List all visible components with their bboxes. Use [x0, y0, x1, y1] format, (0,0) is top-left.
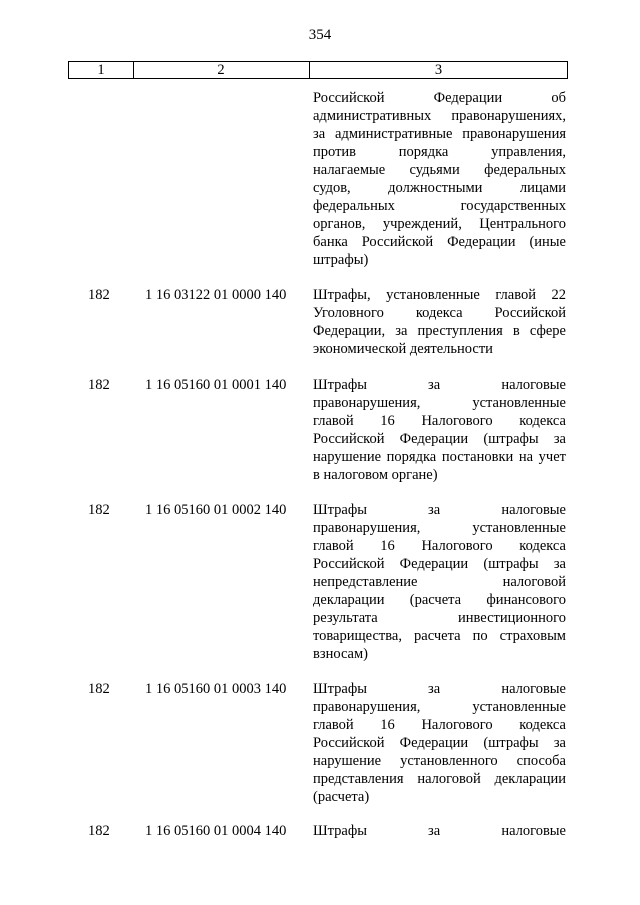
row-description	[313, 680, 566, 806]
description-line: Штрафы за налоговые	[313, 377, 566, 393]
description-line: Штрафы за налоговые	[313, 823, 566, 839]
column-header-2: 2	[133, 62, 310, 78]
description-line: товарищества, расчета по страховым	[313, 628, 566, 644]
page-number: 354	[308, 27, 332, 43]
continuation-description	[313, 89, 566, 269]
description-line: представления налоговой декларации	[313, 771, 566, 787]
budget-classification-code: 1 16 05160 01 0002 140	[145, 502, 287, 518]
budget-classification-code: 1 16 05160 01 0004 140	[145, 823, 287, 839]
admin-code: 182	[88, 377, 110, 393]
description-line: судов, должностными лицами	[313, 180, 566, 196]
description-line: Штрафы за налоговые	[313, 681, 566, 697]
budget-classification-code: 1 16 05160 01 0003 140	[145, 681, 287, 697]
description-line: экономической деятельности	[313, 341, 493, 357]
description-line: Штрафы, установленные главой 22	[313, 287, 566, 303]
admin-code: 182	[88, 823, 110, 839]
description-line: нарушение установленного способа	[313, 753, 566, 769]
row-description	[313, 286, 566, 358]
admin-code: 182	[88, 681, 110, 697]
description-line: главой 16 Налогового кодекса	[313, 717, 566, 733]
description-line: органов, учреждений, Центрального	[313, 216, 566, 232]
row-description	[313, 501, 566, 663]
description-line: Федерации, за преступления в сфере	[313, 323, 566, 339]
row-description	[313, 822, 566, 840]
description-line: взносам)	[313, 646, 368, 662]
admin-code: 182	[88, 287, 110, 303]
description-line: результата инвестиционного	[313, 610, 566, 626]
description-line: правонарушения, установленные	[313, 395, 566, 411]
description-line: федеральных государственных	[313, 198, 566, 214]
description-line: за административные правонарушения	[313, 126, 566, 142]
admin-code: 182	[88, 502, 110, 518]
description-line: Уголовного кодекса Российской	[313, 305, 566, 321]
description-line: главой 16 Налогового кодекса	[313, 413, 566, 429]
column-header-1: 1	[69, 62, 134, 78]
description-line: налагаемые судьями федеральных	[313, 162, 566, 178]
description-line: Российской Федерации (штрафы за	[313, 556, 566, 572]
description-line: против порядка управления,	[313, 144, 566, 160]
description-line: (расчета)	[313, 789, 370, 805]
description-line: Штрафы за налоговые	[313, 502, 566, 518]
description-line: штрафы)	[313, 252, 369, 268]
description-line: декларации (расчета финансового	[313, 592, 566, 608]
description-line: в налоговом органе)	[313, 467, 438, 483]
description-line: правонарушения, установленные	[313, 520, 566, 536]
budget-classification-code: 1 16 05160 01 0001 140	[145, 377, 287, 393]
column-header-row	[68, 61, 568, 79]
budget-classification-code: 1 16 03122 01 0000 140	[145, 287, 287, 303]
description-line: главой 16 Налогового кодекса	[313, 538, 566, 554]
description-line: Российской Федерации (штрафы за	[313, 735, 566, 751]
row-description	[313, 376, 566, 484]
description-line: Российской Федерации об	[313, 90, 566, 106]
description-line: Российской Федерации (штрафы за	[313, 431, 566, 447]
column-header-3: 3	[434, 62, 443, 78]
description-line: правонарушения, установленные	[313, 699, 566, 715]
description-line: банка Российской Федерации (иные	[313, 234, 566, 250]
description-line: административных правонарушениях,	[313, 108, 566, 124]
description-line: непредставление налоговой	[313, 574, 566, 590]
description-line: нарушение порядка постановки на учет	[313, 449, 566, 465]
